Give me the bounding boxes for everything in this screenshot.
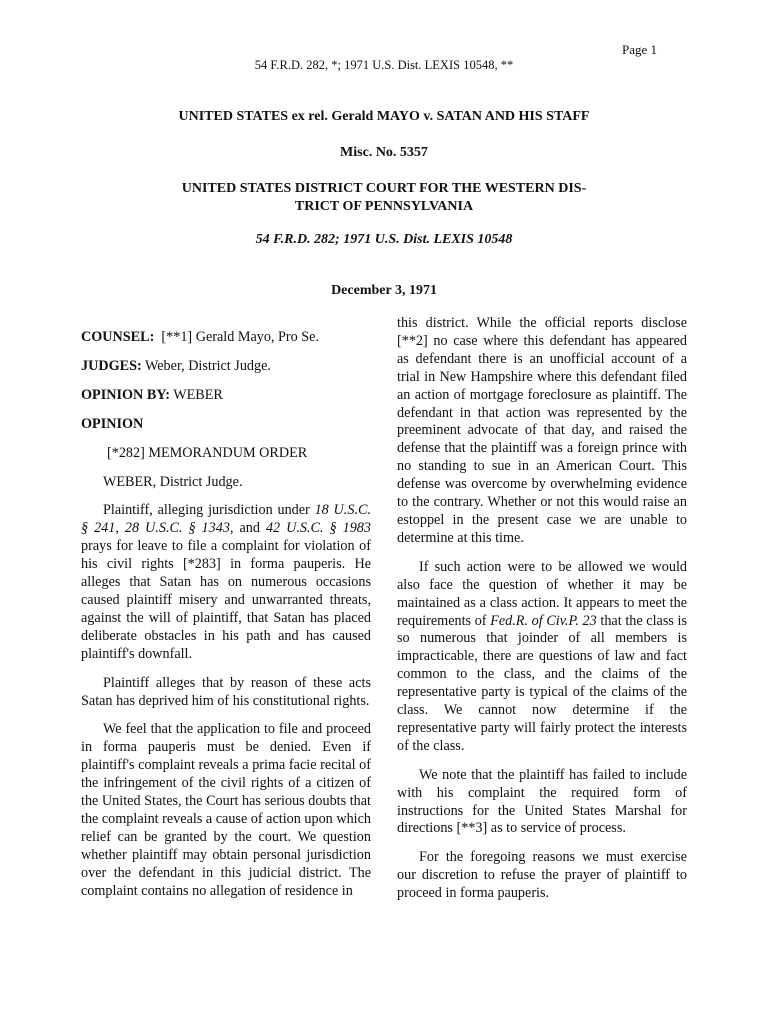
decision-date: December 3, 1971 bbox=[331, 283, 437, 298]
statute-42-usc-1983: 42 U.S.C. § 1983 bbox=[265, 520, 371, 537]
paragraph-1-text-c: , and bbox=[229, 520, 266, 537]
court-name-line-1: UNITED STATES DISTRICT COURT FOR THE WESTERN DIS- bbox=[181, 181, 587, 196]
reporter-citation: 54 F.R.D. 282; 1971 U.S. Dist. LEXIS 10548 bbox=[255, 232, 513, 247]
counsel-line bbox=[81, 329, 371, 347]
paragraph-4-text-a: If such action were to be allowed we would also face the question of whether it may be maintained as a class action. It appears to meet the requirements of bbox=[397, 558, 687, 629]
judge-signature: WEBER, District Judge. bbox=[103, 473, 243, 490]
page-number: Page 1 bbox=[622, 42, 658, 57]
paragraph-2: Plaintiff alleges that by reason of these acts Satan has deprived him of his constitutional rights. bbox=[81, 674, 371, 709]
right-column bbox=[397, 315, 687, 914]
opinion-by-text: WEBER bbox=[173, 386, 223, 403]
statute-18-usc-241: 18 U.S.C. § 241 bbox=[81, 502, 371, 537]
docket-number: Misc. No. 5357 bbox=[340, 145, 428, 160]
paragraph-1 bbox=[81, 502, 371, 663]
paragraph-3-continued: this district. While the official reports disclose [**2] no case where this defendant has appeared as defendant there is an unofficial account of a trial in New Hampshire where this defendant filed an action of mortgage foreclosure as plaintiff. The defendant in that action was represented by the preeminent advocate of that day, and raised the defense that the plaintiff was a foreign prince with no standing to sue in an American Court. This defense was overcome by overwhelming evidence to the contrary. Whether or not this would raise an estoppel in the present case we are unable to determine at this time. bbox=[397, 315, 687, 546]
paragraph-1-text-b: , bbox=[115, 520, 125, 537]
judges-label: JUDGES: bbox=[81, 357, 142, 374]
header-citation: 54 F.R.D. 282, *; 1971 U.S. Dist. LEXIS 10548, ** bbox=[254, 58, 514, 72]
court-name-line-2: TRICT OF PENNSYLVANIA bbox=[294, 199, 474, 214]
paragraph-1-text-a: Plaintiff, alleging jurisdiction under bbox=[103, 502, 315, 519]
paragraph-4-text-b: that the class is so numerous that joinder of all members is impracticable, there are questions of law and fact common to the class, and the claims of the representative party is typical of the claims of the class. We cannot now determine if the representative party will fairly protect the interests of the class. bbox=[397, 612, 687, 754]
counsel-text: [**1] Gerald Mayo, Pro Se. bbox=[161, 329, 320, 345]
rule-citation: Fed.R. of Civ.P. 23 bbox=[490, 612, 597, 629]
opinion-by-line bbox=[81, 387, 371, 405]
judges-text: Weber, District Judge. bbox=[145, 357, 271, 374]
judges-line bbox=[81, 358, 371, 376]
statute-28-usc-1343: 28 U.S.C. § 1343 bbox=[124, 520, 230, 537]
opinion-heading: OPINION bbox=[81, 415, 144, 432]
paragraph-4 bbox=[397, 559, 687, 756]
counsel-label: COUNSEL: bbox=[81, 329, 155, 345]
court-name bbox=[0, 180, 768, 216]
paragraph-5: We note that the plaintiff has failed to include with his complaint the required form of instructions for the United States Marshal for directions [**3] as to service of process. bbox=[397, 766, 687, 837]
paragraph-3: We feel that the application to file and proceed in forma pauperis must be denied. Even if plaintiff's complaint reveals a prima facie recital of the infringement of the civil rights of a citizen of the United States, the Court has serious doubts that the complaint reveals a cause of action upon which relief can be granted by the court. We question whether plaintiff may obtain personal jurisdiction over the defendant in this judicial district. The complaint contains no allegation of residence in bbox=[81, 721, 371, 899]
paragraph-1-text-d: prays for leave to file a complaint for violation of his civil rights [*283] in forma pauperis. He alleges that Satan has on numerous occasions caused plaintiff misery and unwarranted threats, against the will of plaintiff, that Satan has placed deliberate obstacles in his path and has caused plaintiff's downfall. bbox=[81, 538, 371, 662]
memorandum-heading: [*282] MEMORANDUM ORDER bbox=[107, 444, 308, 461]
paragraph-6: For the foregoing reasons we must exercise our discretion to refuse the prayer of plaintiff to proceed in forma pauperis. bbox=[397, 849, 687, 902]
left-column bbox=[81, 315, 371, 911]
opinion-by-label: OPINION BY: bbox=[81, 386, 170, 403]
case-title: UNITED STATES ex rel. Gerald MAYO v. SATAN AND HIS STAFF bbox=[178, 109, 590, 124]
